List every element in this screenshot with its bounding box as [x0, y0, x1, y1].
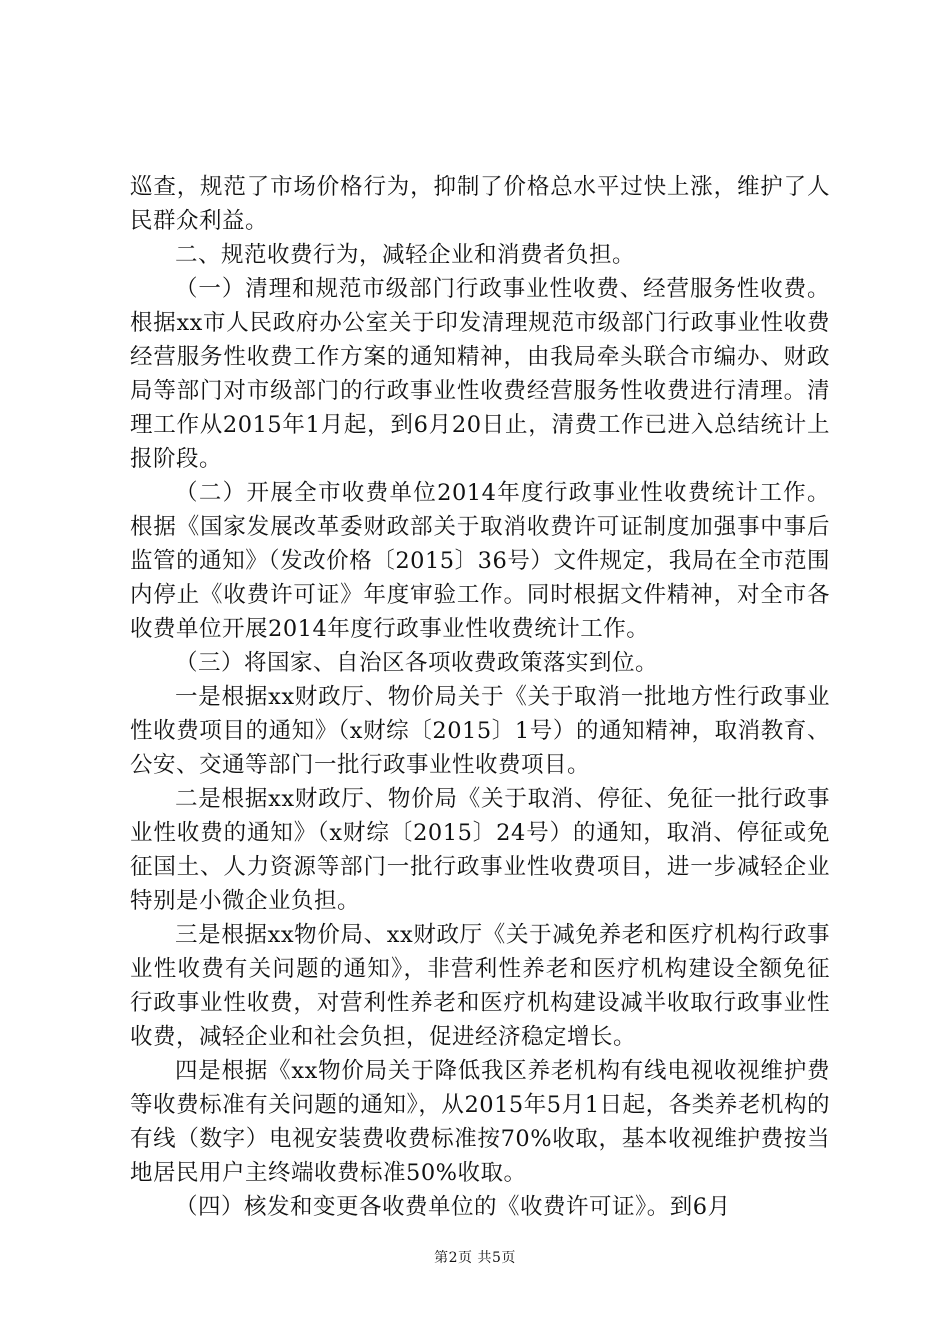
paragraph: 二是根据xx财政厅、物价局《关于取消、停征、免征一批行政事业性收费的通知》（x财综〔2015〕24号）的通知，取消、停征或免征国土、人力资源等部门一批行政事业性收费项目，进一步减轻企业特别是小微企业负担。 [130, 786, 830, 914]
paragraph: 四是根据《xx物价局关于降低我区养老机构有线电视收视维护费等收费标准有关问题的通知》，从2015年5月1日起，各类养老机构的有线（数字）电视安装费收费标准按70%收取，基本收视维护费按当地居民用户主终端收费标准50%收取。 [130, 1058, 830, 1186]
paragraph: 三是根据xx物价局、xx财政厅《关于减免养老和医疗机构行政事业性收费有关问题的通知》，非营利性养老和医疗机构建设全额免征行政事业性收费，对营利性养老和医疗机构建设减半收取行政事业性收费，减轻企业和社会负担，促进经济稳定增长。 [130, 922, 830, 1050]
paragraph: 巡查，规范了市场价格行为，抑制了价格总水平过快上涨，维护了人民群众利益。 [130, 174, 830, 234]
paragraph: 一是根据xx财政厅、物价局关于《关于取消一批地方性行政事业性收费项目的通知》（x财综〔2015〕1号）的通知精神，取消教育、公安、交通等部门一批行政事业性收费项目。 [130, 684, 830, 778]
paragraph: （四）核发和变更各收费单位的《收费许可证》。到6月 [175, 1194, 731, 1220]
paragraph: （二）开展全市收费单位2014年度行政事业性收费统计工作。根据《国家发展改革委财政部关于取消收费许可证制度加强事中事后监管的通知》（发改价格〔2015〕36号）文件规定，我局在全市范围内停止《收费许可证》年度审验工作。同时根据文件精神，对全市各收费单位开展2014年度行政事业性收费统计工作。 [130, 480, 830, 642]
document-body [130, 170, 830, 1224]
section-heading: 二、规范收费行为，减轻企业和消费者负担。 [175, 242, 636, 268]
paragraph: （三）将国家、自治区各项收费政策落实到位。 [175, 650, 659, 676]
paragraph: （一）清理和规范市级部门行政事业性收费、经营服务性收费。根据xx市人民政府办公室关于印发清理规范市级部门行政事业性收费经营服务性收费工作方案的通知精神，由我局牵头联合市编办、财政局等部门对市级部门的行政事业性收费经营服务性收费进行清理。清理工作从2015年1月起，到6月20日止，清费工作已进入总结统计上报阶段。 [130, 276, 830, 472]
page-number-footer: 第2页 共5页 [434, 1250, 516, 1266]
